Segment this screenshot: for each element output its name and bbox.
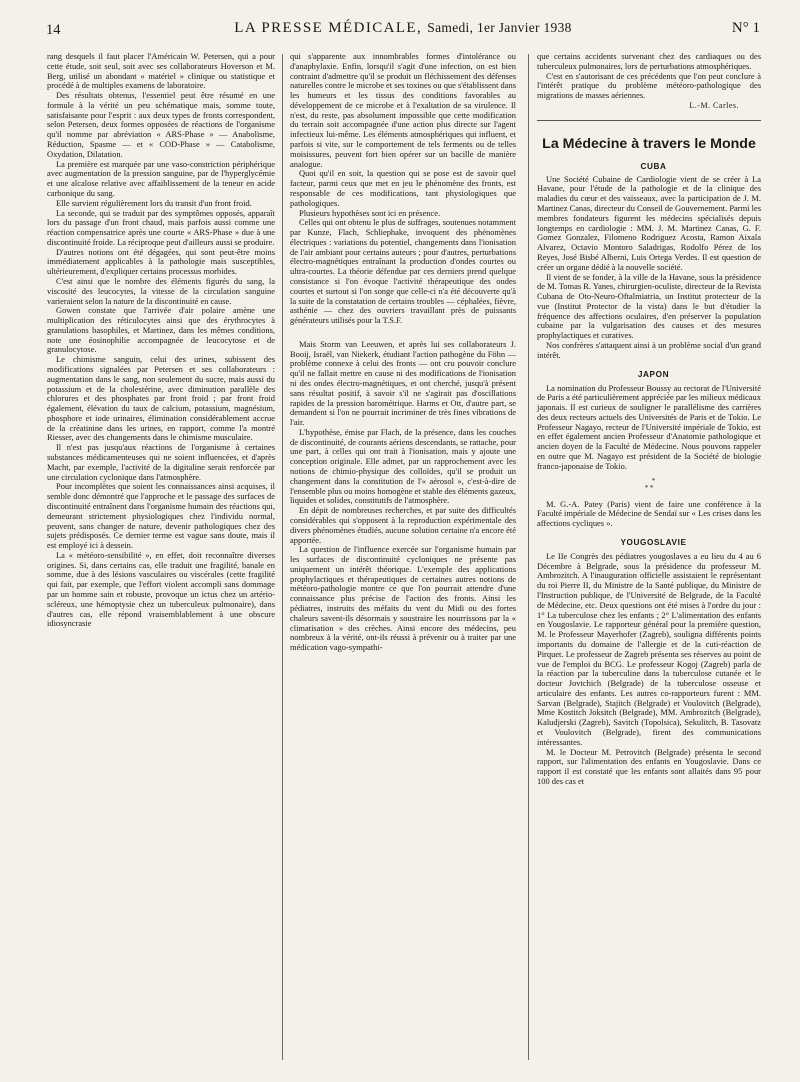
paragraph: Il vient de se fonder, à la ville de la Havane, sous la présidence de M. Tomas R. Yanes, chirurgien-oculiste, directeur de la Revista Cubana de Oto-Neuro-Oftalmiatria, un Institut protecteur de la vue (Institut Protector de la vista) dans le but d'étudier la fréquence des affections oculaires, d'en préserver la population cubaine par la vulgarisation des causes et des mesures prophylactiques et curatives.: [537, 271, 761, 341]
paragraph: C'est ainsi que le nombre des éléments figurés du sang, la viscosité des leucocytes, la vitesse de la circulation sanguine varieraient selon la nature de la discontinuité en cause.: [47, 275, 275, 306]
paragraph: Mais Storm van Leeuwen, et après lui ses collaborateurs J. Booij, Israël, van Niekerk, étudiant l'action pathogène du Föhn — problème connexe à celui des fronts — ont cru pouvoir conclure qu'il ne fallait mettre en cause ni des modifications de l'ionisation ni des ondes électro-magnétiques, et ont cherché, jusqu'à présent sans résultat positif, à savoir s'il ne s'agirait pas d'oscillations rapides de la pression barométrique. Harms et Ott, d'autre part, se demandent si l'on ne pourrait incriminer de très fines vibrations de l'air.: [290, 338, 516, 428]
column-divider: [528, 54, 529, 1060]
paragraph: C'est en s'autorisant de ces précédents que l'on peut conclure à l'intérêt pratique du problème météoro-pathologique des migrations de masses aériennes.: [537, 70, 761, 101]
paragraph: Elle survient régulièrement lors du transit d'un front froid.: [56, 197, 252, 208]
page-header: [46, 18, 760, 44]
paragraph: M. le Docteur M. Petrovitch (Belgrade) présenta le second rapport, sur l'alimentation des enfants en Yougoslavie. Dans ce rapport il est constaté que les enfants sont allaités dans 95 pour 100 des cas et: [537, 746, 761, 786]
paragraph: Pour incomplètes que soient les connaissances ainsi acquises, il semble donc démontré que l'approche et le passage des surfaces de discontinuité entraînent dans l'organisme humain des réactions qui, demeurant strictement physiologiques chez l'individu normal, peuvent, sans changer de nature, devenir pathologiques chez des sujets prédisposés. Ce dernier terme est vague sans doute, mais il est employé ici à dessein.: [47, 481, 275, 551]
country-heading-cuba: CUBA: [640, 161, 667, 171]
column-1: [47, 52, 275, 629]
author-signature: L.-M. Carles.: [689, 100, 739, 110]
paragraph: Le IIe Congrès des pédiatres yougoslaves a eu lieu du 4 au 6 Décembre à Belgrade, sous la présidence du professeur M. Ambrozitch. A l'inauguration officielle assistaient le représentant du roi Pierre II, du Ministre de la Santé publique, du Ministre de l'Instruction publique, de l'Université de Belgrade, de la Faculté de Médecine, etc. Deux questions ont été mises à l'ordre du jour : 1° La tuberculose chez les enfants ; 2° L'alimentation des enfants en Yougoslavie. Le rapporteur général pour la première question, M. le Professeur Mayerhofer (Zagreb), souligna différents points importants du domaine de l'allergie et de la cuti-réaction de Pirquet. Le professeur de Zagreb présenta ses réserves au point de vue de l'emploi du BCG. Le professeur Kogoj (Zagreb) parla de la réaction par la tuberculine dans la tuberculose cutanée et le docteur Jovtchich (Belgrade) de la tuberculose osseuse et articulaire des enfants. Les autres co-rapporteurs furent : MM. Sarvan (Belgrade), Stajitch (Belgrade) et Voulovitch (Belgrade), Mme Kostitch Joksitch (Belgrade), MM. Ambrozitch (Belgrade), Kaludjerski (Zagreb), Savitch (Topolsica), Sekulitch, B. Tasovatz et Voulovitch (Belgrade), firent des communications intéressantes.: [537, 550, 761, 747]
issue-date: Samedi, 1er Janvier 1938: [427, 20, 572, 35]
paragraph: Plusieurs hypothèses sont ici en présence.: [299, 207, 441, 218]
paragraph: L'hypothèse, émise par Flach, de la présence, dans les couches de discontinuité, de courants aériens descendants, se rattache, pour une part, à celles qui ont trait à l'ionisation, mais y ajoute une conception originale. Elle admet, par un rapprochement avec les notions de chimio-physique des colloïdes, qu'il se produit un changement dans la constitution de l'« aérosol », c'est-à-dire de l'ensemble plus ou moins homogène et stable des éléments gazeux, liquides et solides, constitutifs de l'atmosphère.: [290, 426, 516, 506]
country-heading-yougoslavie: YOUGOSLAVIE: [620, 537, 687, 547]
paragraph: La nomination du Professeur Boussy au rectorat de l'Université de Paris a été particulièrement appréciée par les milieux médicaux japonais. Il est curieux de souligner le parallélisme des carrières des deux recteurs actuels des Universités de Paris et de Tokio. Le Professeur Nagayo, recteur de l'Université impériale de Tokio, est en effet également ancien Professeur d'Anatomie pathologique et ancien doyen de la Faculté de Médecine. Nous pouvons rappeler en outre que M. Nagayo est président de la Société de biologie franco-japonaise de Tokio.: [537, 382, 761, 471]
paragraph: En dépit de nombreuses recherches, et par suite des difficultés considérables qui s'opposent à la reproduction expérimentale des divers phénomènes étudiés, aucune solution certaine n'a encore été apportée.: [290, 505, 516, 545]
paragraph: Celles qui ont obtenu le plus de suffrages, soutenues notamment par Kunze, Flach, Schliephake, invoquent des phénomènes électriques : variations du potentiel, changements dans l'ionisation de l'air ambiant pour certains auteurs ; pour d'autres, perturbations électro-magnétiques entraînant la production d'ondes courtes ou ultra-courtes. La théorie défendue par ces derniers prend quelque consistance si l'on évoque l'activité thérapeutique des ondes courtes et surtout si l'on songe que celle-ci n'a été découverte qu'à la suite de la constatation de certains troubles — céphalées, fièvre, asthénie — chez des ouvriers travaillant près de puissants générateurs utilisés pour la T.S.F.: [290, 217, 516, 326]
paragraph: La « météoro-sensibilité », en effet, doit reconnaître diverses origines. Si, dans certains cas, elle traduit une fragilité, banale en somme, due à des lésions vasculaires ou viscérales (cette fragilité qui fait, par exemple, que l'effort violent accompli sans dommage par un homme sain et robuste, provoque un ictus chez un artério-scléreux, une hémoptysie chez un tuberculeux pulmonaire), dans d'autres cas, elle répond vraisemblablement à une obscure idiosyncrasie: [47, 549, 275, 629]
country-heading-japon: JAPON: [637, 369, 670, 379]
paragraph: La première est marquée par une vaso-constriction périphérique avec augmentation de la pression sanguine, par de l'hyperglycémie et une alcalose relative avec affaiblissement de la teneur en acide carbonique du sang.: [47, 158, 275, 198]
paragraph: Le chimisme sanguin, celui des urines, subissent des modifications signalées par Petersen et ses collaborateurs : augmentation dans le sang, non seulement du sucre, mais aussi du potassium et de la cholestérine, avec diminution parallèle des chlorures et des phosphates par front froid ; par front froid également, élévation du taux de calcium, potassium, magnésium, phosphore et iode urinaires, élimination considérablement accrue de la créatinine dans les urines, en rapport, comme l'a montré Riesser, avec des changements dans le chimisme musculaire.: [47, 354, 275, 443]
issue-number: N° 1: [731, 20, 760, 36]
paragraph: que certains accidents survenant chez des cardiaques ou des tuberculeux pulmonaires, lors de perturbations atmosphériques.: [537, 51, 761, 71]
column-divider: [282, 54, 283, 1060]
paragraph: D'autres notions ont été dégagées, qui sont peut-être moins immédiatement applicables à la pathologie mais susceptibles, ultérieurement, d'expliquer certains processus morbides.: [47, 246, 275, 277]
section-title: La Médecine à travers le Monde: [542, 135, 756, 152]
paragraph: qui s'apparente aux innombrables formes d'intolérance ou d'anaphylaxie. Enfin, lorsqu'il s'agit d'une infection, on est bien contraint d'admettre qu'il se produit un fléchissement des défenses naturelles contre le microbe et ses toxines ou que s'établissent dans les humeurs et les tissus des conditions favorables au développement de ce microbe et à l'exaltation de sa virulence. Il n'est, du reste, pas absolument impossible que cette modification du terrain soit accompagnée d'une action plus directe sur l'agent infectieux lui-même. Les éléments atmosphériques qui influent, et parfois si vite, sur le comportement de tels ferments ou de telles moisissures, peuvent fort bien opérer sur un bacille de manière analogue.: [290, 51, 516, 169]
column-3: [537, 52, 761, 787]
paragraph: Quoi qu'il en soit, la question qui se pose est de savoir quel facteur, parmi ceux que met en jeu le phénomène des fronts, est responsable de ces modifications, tant physiologiques que pathologiques.: [290, 168, 516, 208]
column-2: [290, 52, 516, 653]
paragraph: Gowen constate que l'arrivée d'air polaire amène une multiplication des réticulocytes ainsi que des érythrocytes à granulations basophiles, et Martinez, dans les mêmes conditions, note une éosinophilie accompagnée de leucocytose et de granulocytose.: [47, 305, 275, 355]
paragraph: Nos confrères s'attaquent ainsi à un problème social d'un grand intérêt.: [537, 339, 761, 360]
paragraph: Des résultats obtenus, l'essentiel peut être résumé en une formule à la vérité un peu schématique mais, somme toute, satisfaisante pour l'esprit : aux deux types de fronts correspondent, selon Petersen, deux formes opposées de réactions de l'organisme qu'il nomme par abréviation « ARS-Phase » — Anabolisme, Réduction, Spasme — et « COD-Phase » — Catabolisme, Oxydation, Dilatation.: [47, 90, 275, 159]
paragraph: La question de l'influence exercée sur l'organisme humain par les surfaces de discontinuité cycloniques ne présente pas uniquement un intérêt théorique. L'exemple des applications prophylactiques et thérapeutiques de certaines autres notions de météoro-pathologie montre ce que l'on pourrait attendre d'une connaissance plus précise de l'action des fronts. Ainsi les pédiatres, instruits des méfaits du vent du Midi ou des fortes chaleurs savent-ils désormais y soustraire les nourrissons par la « climatisation » des crèches. Ainsi encore des médecins, peu nombreux à la vérité, ont-ils réussi à prévenir ou à traiter par une médication vago-sympathi-: [290, 544, 516, 653]
page-number: 14: [46, 22, 61, 38]
paragraph: M. G.-A. Patey (Paris) vient de faire une conférence à la Faculté impériale de Médecine de Sendaï sur « Les crises dans les affections cycliques ».: [537, 498, 761, 529]
paragraph: rang desquels il faut placer l'Américain W. Petersen, qui a pour cette étude, soit seul, soit avec ses collaborateurs Hoverson et M. Berg, utilisé un abondant « matériel » clinique ou statistique et procédé à de multiples examens de laboratoire.: [47, 51, 275, 91]
running-title: [46, 20, 760, 37]
asterism-divider: * * *: [644, 476, 656, 492]
paragraph: La seconde, qui se traduit par des symptômes opposés, apparaît lors du passage d'un front chaud, mais parfois aussi comme une réaction compensatrice après une courte « ARS-Phase » due à une discontinuité froide. La réciproque peut d'ailleurs aussi se produire.: [47, 207, 275, 247]
paragraph: Une Société Cubaine de Cardiologie vient de se créer à La Havane, pour l'étude de la pathologie et de la clinique des maladies du cœur et des vaisseaux, avec la participation de J. M. Martinez Canas, directeur du Conseil de Gouvernement. Parmi les membres fondateurs figurent les médecins spécialisés depuis longtemps en cardiologie : MM. J. M. Martinez Canas, G. F. Gomez Gonzalez, Filomeno Rodriguez Acosta, Ramon Aixala Alvarez, Octavio Montoro Saladrigas, Rodolfo Pérez de los Reyes, José Bisbé Alberni, Luis Ortega Verdes. Il est question de créer un organe dédié à la nouvelle société.: [537, 173, 761, 272]
journal-title: LA PRESSE MÉDICALE,: [234, 20, 423, 36]
paragraph: Il n'est pas jusqu'aux réactions de l'organisme à certaines substances médicamenteuses qui ne soient influencées, et d'après Macht, par exemple, l'activité de la digitaline serait renforcée par une circulation cyclonique dans l'atmosphère.: [47, 442, 275, 482]
